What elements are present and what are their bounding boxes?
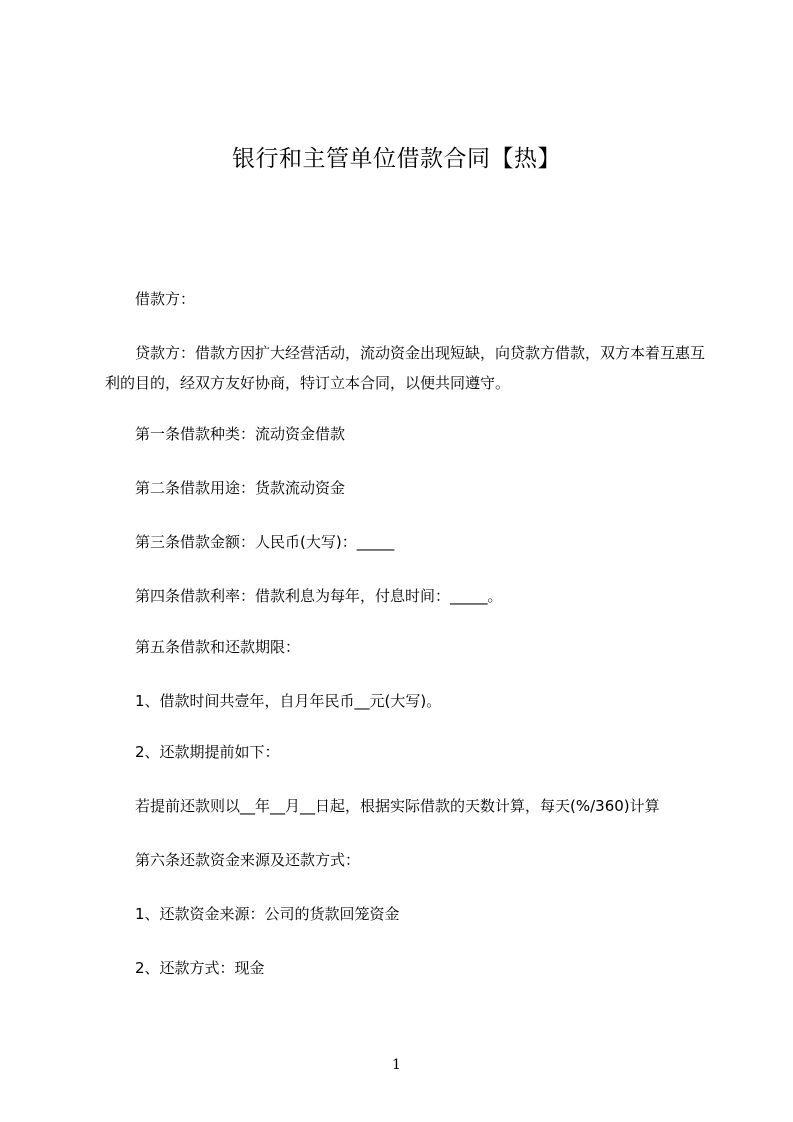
- paragraph-article-6: 第六条还款资金来源及还款方式：: [135, 851, 361, 869]
- paragraph-article-5-item-1: 1、借款时间共壹年，自月年民币__元(大写)。: [135, 692, 442, 710]
- paragraph-article-5: 第五条借款和还款期限：: [135, 638, 301, 656]
- paragraph-article-1: 第一条借款种类：流动资金借款: [135, 425, 346, 443]
- paragraph-lender-intro: 贷款方：借款方因扩大经营活动，流动资金出现短缺，向贷款方借款，双方本着互惠互利的目的，经双方友好协商，特订立本合同，以便共同遵守。: [105, 344, 706, 392]
- paragraph-article-4: 第四条借款利率：借款利息为每年，付息时间：_____。: [135, 587, 503, 605]
- paragraph-article-2: 第二条借款用途：货款流动资金: [135, 479, 346, 497]
- paragraph-article-5-item-2: 2、还款期提前如下：: [135, 743, 280, 761]
- paragraph-article-6-item-2: 2、还款方式：现金: [135, 959, 265, 977]
- document-title: 银行和主管单位借款合同【热】: [232, 146, 561, 172]
- paragraph-article-3: 第三条借款金额：人民币(大写)：_____: [135, 533, 395, 551]
- paragraph-article-6-item-1: 1、还款资金来源：公司的货款回笼资金: [135, 905, 400, 923]
- paragraph-early-repayment: 若提前还款则以__年__月__日起，根据实际借款的天数计算，每天(%/360)计算: [135, 797, 660, 815]
- paragraph-borrower: 借款方：: [135, 290, 196, 308]
- page-number: 1: [392, 1057, 401, 1073]
